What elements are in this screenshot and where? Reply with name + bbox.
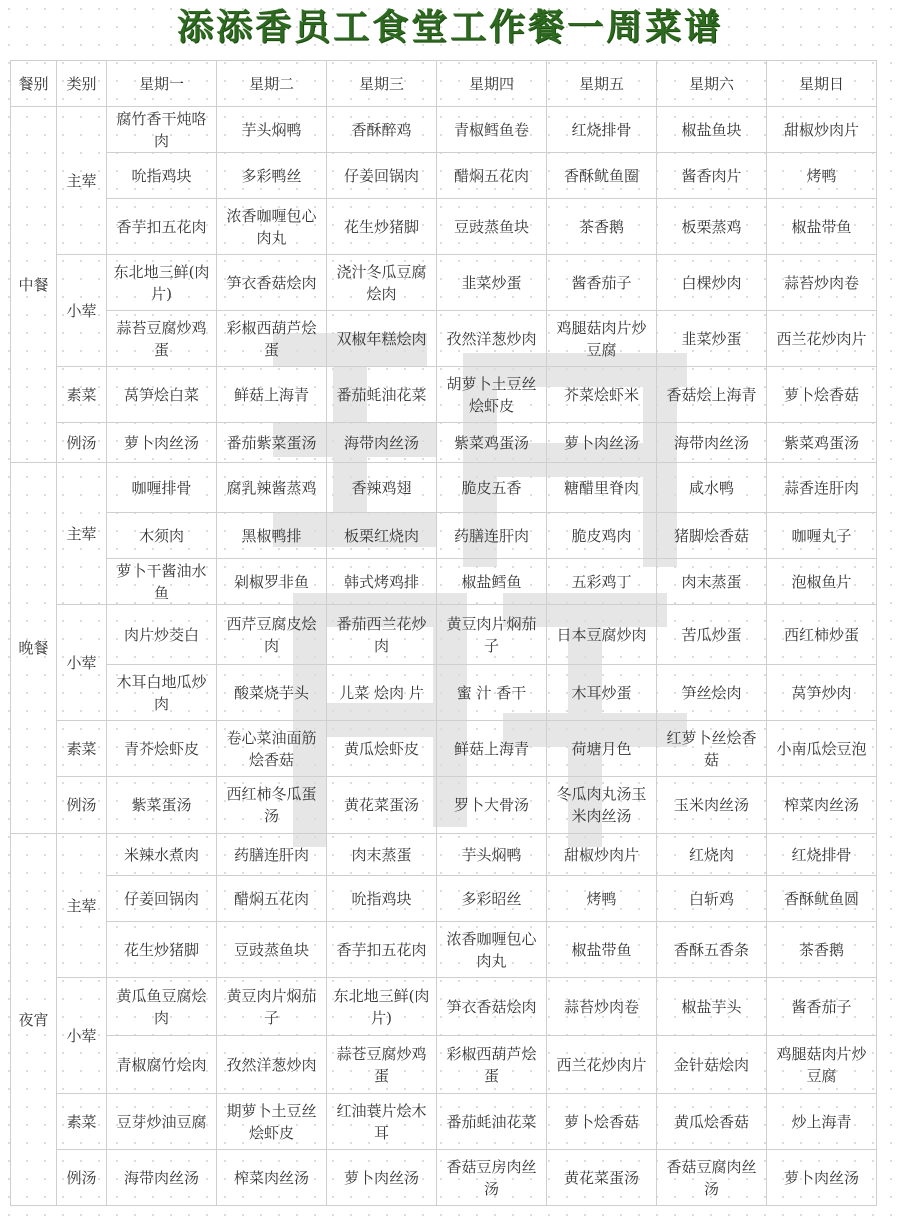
- header-row: [11, 61, 877, 107]
- category-label: 素菜: [57, 367, 107, 423]
- dish-cell: 香酥五香条: [657, 922, 767, 978]
- dish-cell: 萝卜肉丝汤: [547, 423, 657, 463]
- menu-row: [11, 978, 877, 1036]
- dish-cell: 日本豆腐炒肉: [547, 605, 657, 665]
- dish-cell: 彩椒西葫芦烩蛋: [217, 311, 327, 367]
- dish-cell: 泡椒鱼片: [767, 559, 877, 605]
- dish-cell: 孜然洋葱炒肉: [217, 1036, 327, 1094]
- dish-cell: 红烧排骨: [547, 107, 657, 153]
- dish-cell: 花生炒猪脚: [107, 922, 217, 978]
- menu-row: [11, 255, 877, 311]
- dish-cell: 鸡腿菇肉片炒豆腐: [767, 1036, 877, 1094]
- menu-table: [10, 60, 877, 1206]
- dish-cell: 紫菜蛋汤: [107, 777, 217, 834]
- menu-row: [11, 311, 877, 367]
- dish-cell: 芋头焖鸭: [437, 834, 547, 876]
- dish-cell: 吮指鸡块: [327, 876, 437, 922]
- dish-cell: 西红柿冬瓜蛋汤: [217, 777, 327, 834]
- menu-row: [11, 1150, 877, 1206]
- dish-cell: 甜椒炒肉片: [767, 107, 877, 153]
- day-header-thu: 星期四: [437, 61, 547, 107]
- dish-cell: 醋焖五花肉: [217, 876, 327, 922]
- menu-row: [11, 777, 877, 834]
- dish-cell: 咸水鸭: [657, 463, 767, 513]
- category-label: 小荤: [57, 255, 107, 367]
- dish-cell: 木须肉: [107, 513, 217, 559]
- dish-cell: 玉米肉丝汤: [657, 777, 767, 834]
- dish-cell: 西红柿炒蛋: [767, 605, 877, 665]
- dish-cell: 萝卜干酱油水鱼: [107, 559, 217, 605]
- dish-cell: 白棵炒肉: [657, 255, 767, 311]
- dish-cell: 椒盐鳕鱼: [437, 559, 547, 605]
- dish-cell: 仔姜回锅肉: [107, 876, 217, 922]
- dish-cell: 香菇豆房肉丝汤: [437, 1150, 547, 1206]
- dish-cell: 榨菜肉丝汤: [767, 777, 877, 834]
- category-label: 小荤: [57, 978, 107, 1094]
- dish-cell: 脆皮鸡肉: [547, 513, 657, 559]
- dish-cell: 咖喱丸子: [767, 513, 877, 559]
- menu-row: [11, 834, 877, 876]
- dish-cell: 黄瓜烩虾皮: [327, 721, 437, 777]
- menu-row: [11, 423, 877, 463]
- dish-cell: 茶香鹅: [547, 199, 657, 255]
- dish-cell: 蒜香连肝肉: [767, 463, 877, 513]
- dish-cell: 蒜苔豆腐炒鸡蛋: [107, 311, 217, 367]
- dish-cell: 蒜苔炒肉卷: [547, 978, 657, 1036]
- dish-cell: 期萝卜土豆丝烩虾皮: [217, 1094, 327, 1150]
- dish-cell: 木耳炒蛋: [547, 665, 657, 721]
- dish-cell: 金针菇烩肉: [657, 1036, 767, 1094]
- category-label: 小荤: [57, 605, 107, 721]
- menu-row: [11, 367, 877, 423]
- dish-cell: 鸡腿菇肉片炒豆腐: [547, 311, 657, 367]
- dish-cell: 五彩鸡丁: [547, 559, 657, 605]
- category-label: 例汤: [57, 423, 107, 463]
- dish-cell: 腐竹香干炖咯肉: [107, 107, 217, 153]
- menu-row: [11, 605, 877, 665]
- dish-cell: 鲜菇上海青: [437, 721, 547, 777]
- dish-cell: 笋衣香菇烩肉: [217, 255, 327, 311]
- dish-cell: 猪脚烩香菇: [657, 513, 767, 559]
- dish-cell: 黑椒鸭排: [217, 513, 327, 559]
- dish-cell: 甜椒炒肉片: [547, 834, 657, 876]
- type-header: 类别: [57, 61, 107, 107]
- dish-cell: 浇汁冬瓜豆腐烩肉: [327, 255, 437, 311]
- dish-cell: 浓香咖喱包心肉丸: [437, 922, 547, 978]
- dish-cell: 肉末蒸蛋: [657, 559, 767, 605]
- dish-cell: 黄花菜蛋汤: [327, 777, 437, 834]
- dish-cell: 孜然洋葱炒肉: [437, 311, 547, 367]
- category-label: 例汤: [57, 777, 107, 834]
- dish-cell: 木耳白地瓜炒肉: [107, 665, 217, 721]
- dish-cell: 卷心菜油面筋烩香菇: [217, 721, 327, 777]
- dish-cell: 腐乳辣酱蒸鸡: [217, 463, 327, 513]
- dish-cell: 韩式烤鸡排: [327, 559, 437, 605]
- dish-cell: 萝卜肉丝汤: [327, 1150, 437, 1206]
- dish-cell: 醋焖五花肉: [437, 153, 547, 199]
- dish-cell: 吮指鸡块: [107, 153, 217, 199]
- dish-cell: 蒜苍豆腐炒鸡蛋: [327, 1036, 437, 1094]
- meal-header: 餐别: [11, 61, 57, 107]
- dish-cell: 香酥醉鸡: [327, 107, 437, 153]
- dish-cell: 米辣水煮肉: [107, 834, 217, 876]
- dish-cell: 椒盐鱼块: [657, 107, 767, 153]
- category-label: 主荤: [57, 463, 107, 605]
- dish-cell: 糖醋里脊肉: [547, 463, 657, 513]
- meal-label: 夜宵: [11, 834, 57, 1206]
- dish-cell: 烤鸭: [767, 153, 877, 199]
- dish-cell: 香芋扣五花肉: [327, 922, 437, 978]
- dish-cell: 黄豆肉片焖茄子: [437, 605, 547, 665]
- dish-cell: 咖喱排骨: [107, 463, 217, 513]
- dish-cell: 白斩鸡: [657, 876, 767, 922]
- dish-cell: 黄花菜蛋汤: [547, 1150, 657, 1206]
- dish-cell: 红油蓑片烩木耳: [327, 1094, 437, 1150]
- dish-cell: 酱香茄子: [767, 978, 877, 1036]
- dish-cell: 番茄蚝油花菜: [327, 367, 437, 423]
- day-header-sat: 星期六: [657, 61, 767, 107]
- dish-cell: 红萝卜丝烩香菇: [657, 721, 767, 777]
- dish-cell: 香辣鸡翅: [327, 463, 437, 513]
- menu-row: [11, 665, 877, 721]
- day-header-wed: 星期三: [327, 61, 437, 107]
- menu-row: [11, 513, 877, 559]
- dish-cell: 红烧排骨: [767, 834, 877, 876]
- dish-cell: 药膳连肝肉: [437, 513, 547, 559]
- dish-cell: 豆芽炒油豆腐: [107, 1094, 217, 1150]
- menu-row: [11, 199, 877, 255]
- menu-row: [11, 153, 877, 199]
- dish-cell: 莴笋炒肉: [767, 665, 877, 721]
- dish-cell: 浓香咖喱包心肉丸: [217, 199, 327, 255]
- dish-cell: 番茄西兰花炒肉: [327, 605, 437, 665]
- category-label: 例汤: [57, 1150, 107, 1206]
- dish-cell: 番茄紫菜蛋汤: [217, 423, 327, 463]
- dish-cell: 番茄蚝油花菜: [437, 1094, 547, 1150]
- dish-cell: 黄瓜烩香菇: [657, 1094, 767, 1150]
- dish-cell: 黄瓜鱼豆腐烩肉: [107, 978, 217, 1036]
- menu-row: [11, 876, 877, 922]
- meal-label: 中餐: [11, 107, 57, 463]
- dish-cell: 肉末蒸蛋: [327, 834, 437, 876]
- dish-cell: 椒盐芋头: [657, 978, 767, 1036]
- dish-cell: 多彩昭丝: [437, 876, 547, 922]
- dish-cell: 香芋扣五花肉: [107, 199, 217, 255]
- menu-row: [11, 1036, 877, 1094]
- dish-cell: 笋丝烩肉: [657, 665, 767, 721]
- dish-cell: 萝卜肉丝汤: [767, 1150, 877, 1206]
- dish-cell: 荷塘月色: [547, 721, 657, 777]
- menu-row: [11, 1094, 877, 1150]
- dish-cell: 海带肉丝汤: [657, 423, 767, 463]
- dish-cell: 西兰花炒肉片: [547, 1036, 657, 1094]
- dish-cell: 紫菜鸡蛋汤: [437, 423, 547, 463]
- dish-cell: 酱香茄子: [547, 255, 657, 311]
- dish-cell: 酸菜烧芋头: [217, 665, 327, 721]
- dish-cell: 脆皮五香: [437, 463, 547, 513]
- dish-cell: 西芹豆腐皮烩肉: [217, 605, 327, 665]
- dish-cell: 椒盐带鱼: [767, 199, 877, 255]
- dish-cell: 萝卜肉丝汤: [107, 423, 217, 463]
- menu-body: [11, 107, 877, 1206]
- dish-cell: 蒜苔炒肉卷: [767, 255, 877, 311]
- dish-cell: 花生炒猪脚: [327, 199, 437, 255]
- menu-row: [11, 107, 877, 153]
- dish-cell: 黄豆肉片焖茄子: [217, 978, 327, 1036]
- day-header-fri: 星期五: [547, 61, 657, 107]
- day-header-tue: 星期二: [217, 61, 327, 107]
- dish-cell: 青椒鳕鱼卷: [437, 107, 547, 153]
- dish-cell: 紫菜鸡蛋汤: [767, 423, 877, 463]
- dish-cell: 青芥烩虾皮: [107, 721, 217, 777]
- dish-cell: 罗卜大骨汤: [437, 777, 547, 834]
- dish-cell: 莴笋烩白菜: [107, 367, 217, 423]
- dish-cell: 酱香肉片: [657, 153, 767, 199]
- page-title: 添添香员工食堂工作餐一周菜谱: [176, 7, 723, 48]
- dish-cell: 鲜菇上海青: [217, 367, 327, 423]
- dish-cell: 东北地三鲜(肉片): [327, 978, 437, 1036]
- dish-cell: 芋头焖鸭: [217, 107, 327, 153]
- dish-cell: 萝卜烩香菇: [547, 1094, 657, 1150]
- dish-cell: 板栗红烧肉: [327, 513, 437, 559]
- dish-cell: 苦瓜炒蛋: [657, 605, 767, 665]
- dish-cell: 胡萝卜土豆丝烩虾皮: [437, 367, 547, 423]
- menu-row: [11, 463, 877, 513]
- dish-cell: 肉片炒茭白: [107, 605, 217, 665]
- dish-cell: 炒上海青: [767, 1094, 877, 1150]
- dish-cell: 香菇豆腐肉丝汤: [657, 1150, 767, 1206]
- category-label: 主荤: [57, 834, 107, 978]
- dish-cell: 萝卜烩香菇: [767, 367, 877, 423]
- dish-cell: 笋衣香菇烩肉: [437, 978, 547, 1036]
- dish-cell: 青椒腐竹烩肉: [107, 1036, 217, 1094]
- dish-cell: 红烧肉: [657, 834, 767, 876]
- dish-cell: 芥菜烩虾米: [547, 367, 657, 423]
- dish-cell: 蜜 汁 香干: [437, 665, 547, 721]
- dish-cell: 板栗蒸鸡: [657, 199, 767, 255]
- dish-cell: 香菇烩上海青: [657, 367, 767, 423]
- menu-row: [11, 559, 877, 605]
- dish-cell: 香酥鱿鱼圈: [547, 153, 657, 199]
- menu-row: [11, 721, 877, 777]
- meal-label: 晚餐: [11, 463, 57, 834]
- dish-cell: 仔姜回锅肉: [327, 153, 437, 199]
- dish-cell: 剁椒罗非鱼: [217, 559, 327, 605]
- dish-cell: 双椒年糕烩肉: [327, 311, 437, 367]
- dish-cell: 豆豉蒸鱼块: [217, 922, 327, 978]
- category-label: 主荤: [57, 107, 107, 255]
- dish-cell: 东北地三鲜(肉片): [107, 255, 217, 311]
- dish-cell: 香酥鱿鱼圆: [767, 876, 877, 922]
- day-header-mon: 星期一: [107, 61, 217, 107]
- dish-cell: 小南瓜烩豆泡: [767, 721, 877, 777]
- dish-cell: 海带肉丝汤: [107, 1150, 217, 1206]
- dish-cell: 榨菜肉丝汤: [217, 1150, 327, 1206]
- dish-cell: 椒盐带鱼: [547, 922, 657, 978]
- dish-cell: 韭菜炒蛋: [657, 311, 767, 367]
- dish-cell: 儿菜 烩肉 片: [327, 665, 437, 721]
- category-label: 素菜: [57, 721, 107, 777]
- dish-cell: 茶香鹅: [767, 922, 877, 978]
- dish-cell: 多彩鸭丝: [217, 153, 327, 199]
- dish-cell: 药膳连肝肉: [217, 834, 327, 876]
- dish-cell: 西兰花炒肉片: [767, 311, 877, 367]
- dish-cell: 海带肉丝汤: [327, 423, 437, 463]
- dish-cell: 烤鸭: [547, 876, 657, 922]
- day-header-sun: 星期日: [767, 61, 877, 107]
- dish-cell: 豆豉蒸鱼块: [437, 199, 547, 255]
- dish-cell: 冬瓜肉丸汤玉米肉丝汤: [547, 777, 657, 834]
- category-label: 素菜: [57, 1094, 107, 1150]
- dish-cell: 彩椒西葫芦烩蛋: [437, 1036, 547, 1094]
- dish-cell: 韭菜炒蛋: [437, 255, 547, 311]
- menu-row: [11, 922, 877, 978]
